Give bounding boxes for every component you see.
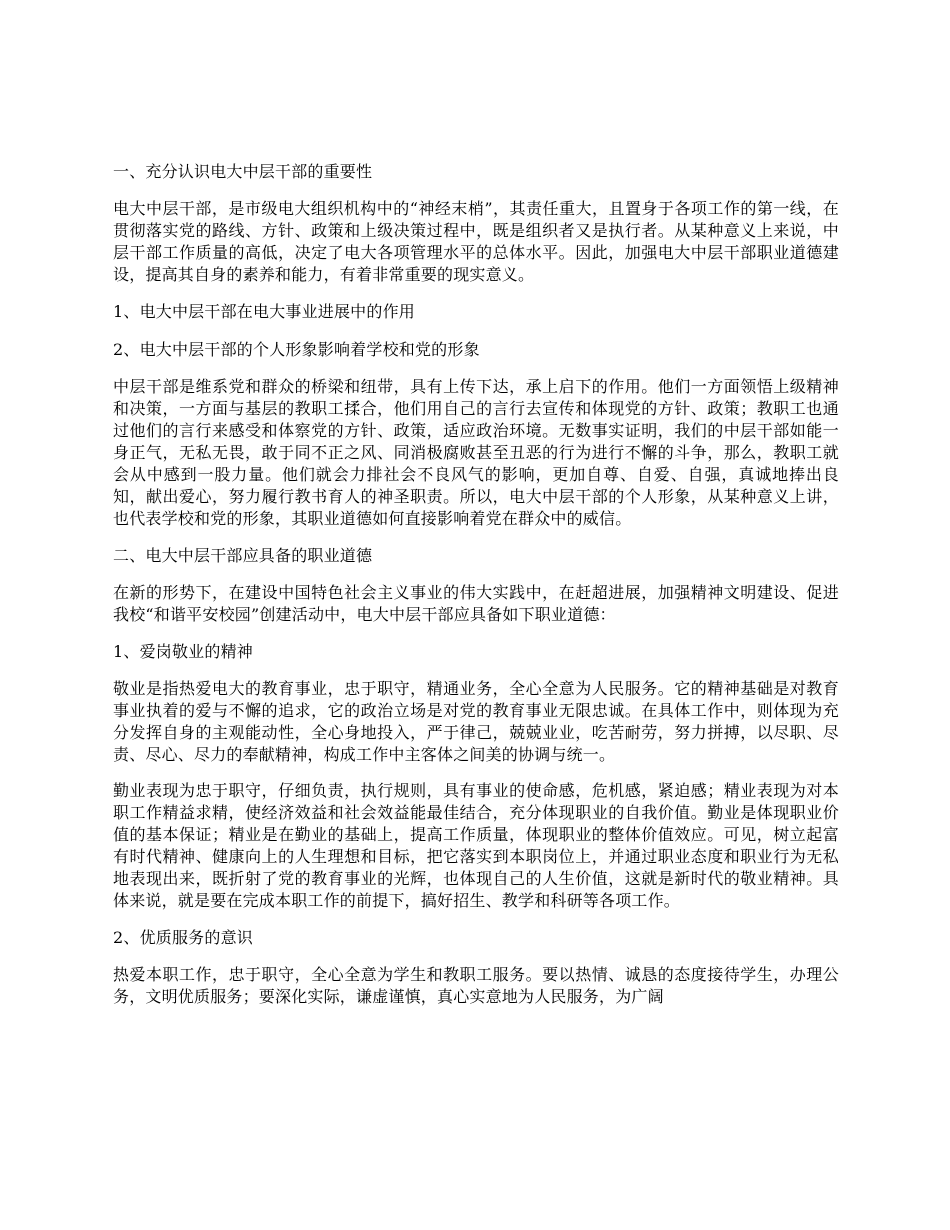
paragraph-bridge: 中层干部是维系党和群众的桥梁和纽带，具有上传下达，承上启下的作用。他们一方面领悟上级精神和决策，一方面与基层的教职工揉合，他们用自己的言行去宣传和体现党的方针、政策；教职工也通过他们的言行来感受和体察党的方针、政策，适应政治环境。无数事实证明，我们的中层干部如能一身正气，无私无畏，敢于同不正之风、同消极腐败甚至丑恶的行为进行不懈的斗争，那么，教职工就会从中感到一股力量。他们就会力排社会不良风气的影响，更加自尊、自爱、自强，真诚地捧出良知，献出爱心，努力履行教书育人的神圣职责。所以，电大中层干部的个人形象，从某种意义上讲，也代表学校和党的形象，其职业道德如何直接影响着党在群众中的威信。	[113, 377, 839, 528]
paragraph-dedication: 敬业是指热爱电大的教育事业，忠于职守，精通业务，全心全意为人民服务。它的精神基础是对教育事业执着的爱与不懈的追求，它的政治立场是对党的教育事业无限忠诚。在具体工作中，则体现为充分发挥自身的主观能动性，全心身地投入，严于律己，兢兢业业，吃苦耐劳，努力拼搏，以尽职、尽责、尽心、尽力的奉献精神，构成工作中主客体之间美的协调与统一。	[113, 679, 839, 764]
subheading-service: 2、优质服务的意识	[113, 928, 253, 947]
paragraph-importance: 电大中层干部，是市级电大组织机构中的“神经末梢”，其责任重大，且置身于各项工作的第一线，在贯彻落实党的路线、方针、政策和上级决策过程中，既是组织者又是执行者。从某种意义上来说，中层干部工作质量的高低，决定了电大各项管理水平的总体水平。因此，加强电大中层干部职业道德建设，提高其自身的素养和能力，有着非常重要的现实意义。	[113, 199, 839, 284]
section-heading-2: 二、电大中层干部应具备的职业道德	[113, 546, 373, 565]
paragraph-diligence: 勤业表现为忠于职守，仔细负责，执行规则，具有事业的使命感，危机感，紧迫感；精业表现为对本职工作精益求精，使经济效益和社会效益能最佳结合，充分体现职业的自我价值。勤业是体现职业价值的基本保证；精业是在勤业的基础上，提高工作质量，体现职业的整体价值效应。可见，树立起富有时代精神、健康向上的人生理想和目标，把它落实到本职岗位上，并通过职业态度和职业行为无私地表现出来，既折射了党的教育事业的光辉，也体现自己的人生价值，这就是新时代的敬业精神。具体来说，就是要在完成本职工作的前提下，搞好招生、教学和科研等各项工作。	[113, 781, 839, 910]
paragraph-service: 热爱本职工作，忠于职守，全心全意为学生和教职工服务。要以热情、诚恳的态度接待学生，办理公务，文明优质服务；要深化实际，谦虚谨慎，真心实意地为人民服务，为广阔	[113, 965, 839, 1006]
subheading-image: 2、电大中层干部的个人形象影响着学校和党的形象	[113, 340, 480, 359]
paragraph-new-situation: 在新的形势下，在建设中国特色社会主义事业的伟大实践中，在赶超进展，加强精神文明建设、促进我校“和谐平安校园”创建活动中，电大中层干部应具备如下职业道德：	[113, 583, 839, 624]
subheading-role: 1、电大中层干部在电大事业进展中的作用	[113, 302, 415, 321]
document-page	[113, 160, 839, 1022]
subheading-dedication: 1、爱岗敬业的精神	[113, 642, 253, 661]
section-heading-1: 一、充分认识电大中层干部的重要性	[113, 162, 373, 181]
